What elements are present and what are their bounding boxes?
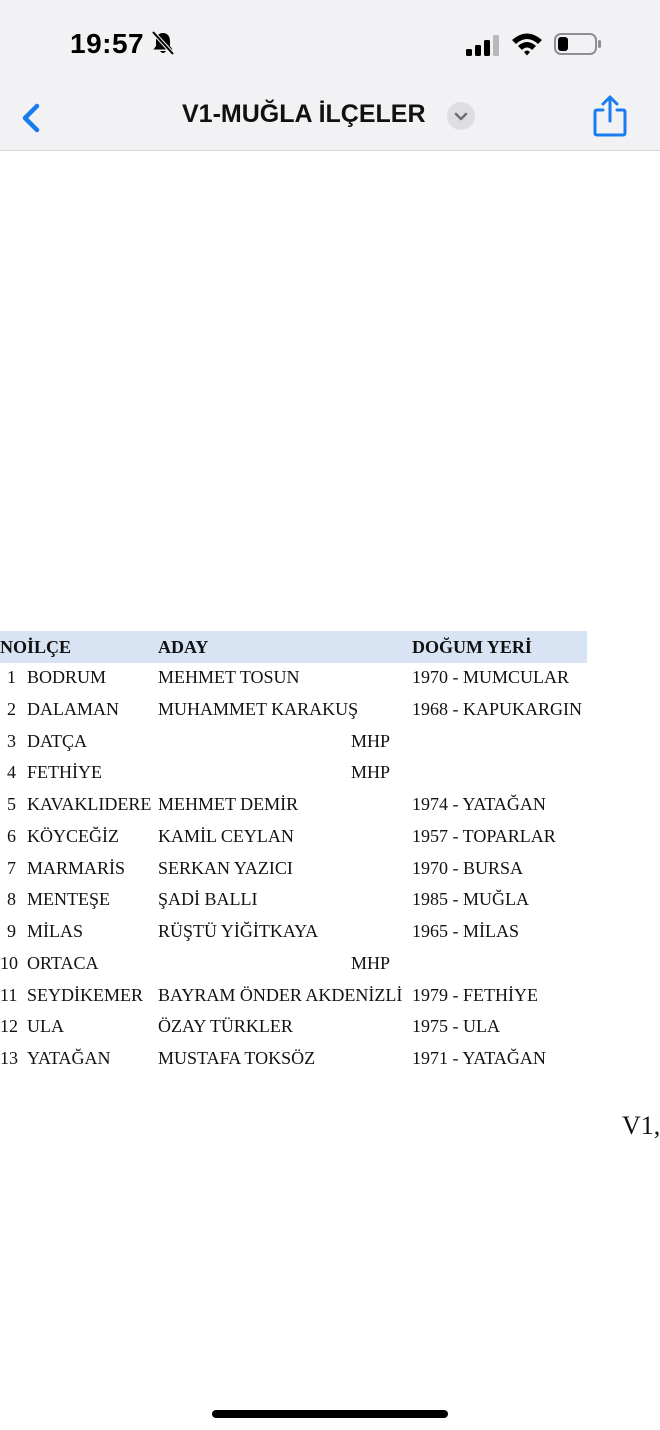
- table-row: [0, 663, 587, 695]
- share-icon[interactable]: [592, 94, 628, 138]
- table-row: [0, 917, 587, 949]
- row-aday: BAYRAM ÖNDER AKDENİZLİ: [158, 984, 403, 1005]
- page-label: V1,: [622, 1111, 660, 1140]
- row-aday: SERKAN YAZICI: [158, 857, 293, 878]
- table-row: [0, 695, 587, 727]
- row-ilce: ULA: [27, 1016, 64, 1037]
- row-number: 11: [0, 984, 18, 1005]
- row-aday: KAMİL CEYLAN: [158, 825, 294, 846]
- row-number: 6: [7, 825, 16, 846]
- row-dogum-yeri: 1970 - BURSA: [412, 857, 524, 878]
- page-title[interactable]: V1-MUĞLA İLÇELER: [182, 100, 426, 128]
- row-number: 8: [7, 889, 16, 910]
- row-ilce: SEYDİKEMER: [27, 984, 143, 1005]
- row-ilce: MİLAS: [27, 921, 84, 941]
- table-row: [0, 981, 587, 1013]
- bell-slash-icon: [150, 30, 176, 56]
- table-row: [0, 758, 587, 790]
- navigation-bar: [0, 90, 660, 151]
- row-ilce: DALAMAN: [27, 698, 119, 719]
- row-party: MHP: [351, 952, 391, 973]
- home-indicator: [212, 1410, 448, 1418]
- row-party: MHP: [351, 762, 391, 783]
- header-no: NO: [0, 637, 27, 657]
- row-aday: MUHAMMET KARAKUŞ: [158, 698, 359, 719]
- table-row: [0, 854, 587, 886]
- row-aday: MEHMET DEMİR: [158, 794, 299, 814]
- row-ilce: YATAĞAN: [27, 1048, 111, 1068]
- table-row: [0, 885, 587, 917]
- table-row: [0, 822, 587, 854]
- row-ilce: BODRUM: [27, 667, 107, 687]
- wifi-icon: [510, 31, 544, 57]
- row-party: MHP: [351, 730, 391, 751]
- row-number: 10: [0, 952, 18, 973]
- header-dogum-yeri: DOĞUM YERİ: [412, 637, 532, 657]
- row-dogum-yeri: 1970 - MUMCULAR: [412, 667, 570, 687]
- header-ilce: İLÇE: [27, 637, 72, 657]
- row-ilce: ORTACA: [27, 952, 99, 973]
- status-time: 19:57: [70, 28, 145, 59]
- row-number: 13: [0, 1048, 18, 1068]
- table-row: [0, 1044, 587, 1076]
- row-ilce: FETHİYE: [27, 762, 102, 783]
- row-dogum-yeri: 1965 - MİLAS: [412, 921, 519, 941]
- row-aday: MEHMET TOSUN: [158, 667, 300, 687]
- row-ilce: KÖYCEĞİZ: [27, 825, 119, 846]
- chevron-left-icon[interactable]: [16, 98, 46, 138]
- row-dogum-yeri: 1974 - YATAĞAN: [412, 794, 546, 814]
- title-menu-button[interactable]: [447, 102, 475, 130]
- chevron-down-icon: [447, 102, 475, 130]
- row-ilce: KAVAKLIDERE: [27, 794, 152, 814]
- row-ilce: MARMARİS: [27, 857, 126, 878]
- row-number: 1: [7, 667, 16, 687]
- row-number: 7: [7, 857, 16, 878]
- header-aday: ADAY: [158, 637, 209, 657]
- battery-icon: [554, 33, 602, 55]
- row-aday: ŞADİ BALLI: [158, 889, 258, 910]
- table-row: [0, 727, 587, 759]
- row-ilce: DATÇA: [27, 730, 88, 751]
- row-aday: MUSTAFA TOKSÖZ: [158, 1048, 316, 1068]
- table-header: [0, 631, 587, 663]
- row-aday: RÜŞTÜ YİĞİTKAYA: [158, 921, 319, 941]
- row-ilce: MENTEŞE: [27, 889, 110, 910]
- row-dogum-yeri: 1968 - KAPUKARGIN: [412, 698, 582, 719]
- row-number: 4: [7, 762, 16, 783]
- row-dogum-yeri: 1971 - YATAĞAN: [412, 1048, 546, 1068]
- table-row: [0, 949, 587, 981]
- row-number: 12: [0, 1016, 18, 1037]
- status-bar: [0, 0, 660, 90]
- row-number: 2: [7, 698, 16, 719]
- row-dogum-yeri: 1975 - ULA: [412, 1016, 500, 1037]
- row-dogum-yeri: 1957 - TOPARLAR: [412, 825, 556, 846]
- row-number: 3: [7, 730, 16, 751]
- table-row: [0, 790, 587, 822]
- row-number: 5: [7, 794, 16, 814]
- row-aday: ÖZAY TÜRKLER: [158, 1016, 293, 1037]
- row-number: 9: [7, 921, 16, 941]
- row-dogum-yeri: 1985 - MUĞLA: [412, 889, 529, 910]
- row-dogum-yeri: 1979 - FETHİYE: [412, 984, 538, 1005]
- table-row: [0, 1012, 587, 1044]
- signal-icon: [466, 34, 502, 56]
